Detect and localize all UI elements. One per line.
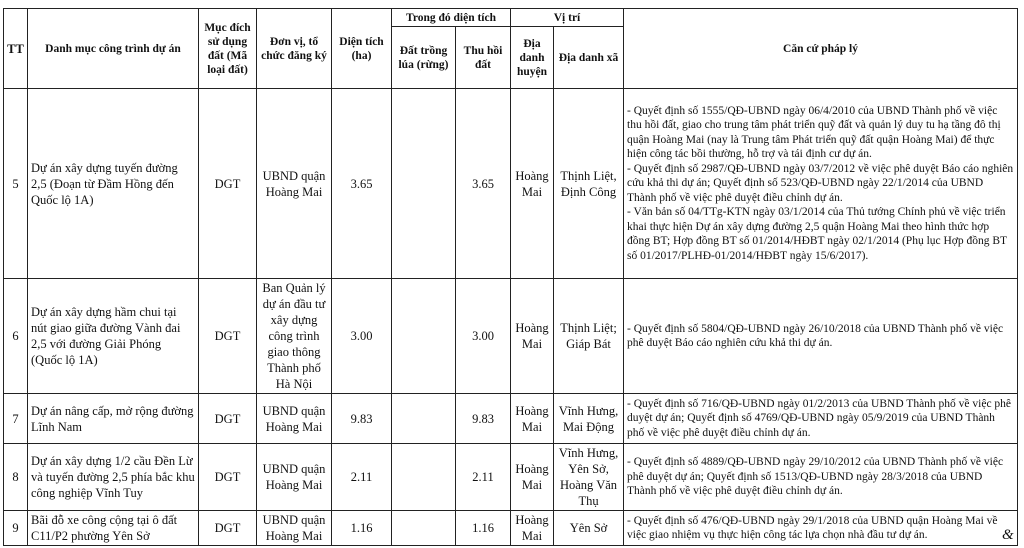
legal-item: - Văn bản số 04/TTg-KTN ngày 03/1/2014 của Thủ tướng Chính phủ về việc triển khai thực hiện Dự án xây dựng đường 2,5 quận Hoàng Mai theo hình thức hợp đồng BT; Hợp đồng BT số 01/2014/HĐBT ngày 02/1/2014 (Phụ lục Hợp đồng BT số 01/2017/PLHĐ-01/2014/HĐBT ngày 15/6/2017). xyxy=(627,206,1007,262)
row-area: 3.00 xyxy=(332,279,392,394)
row-legal xyxy=(624,279,1018,394)
table-row xyxy=(4,279,1018,394)
row-rice xyxy=(392,444,456,511)
row-area: 1.16 xyxy=(332,511,392,546)
row-purpose: DGT xyxy=(199,394,257,444)
row-rice xyxy=(392,394,456,444)
row-area: 9.83 xyxy=(332,394,392,444)
row-rice xyxy=(392,89,456,279)
row-commune: Thịnh Liệt, Định Công xyxy=(554,89,624,279)
row-tt: 5 xyxy=(4,89,28,279)
row-unit: UBND quận Hoàng Mai xyxy=(257,394,332,444)
row-district: Hoàng Mai xyxy=(511,444,554,511)
header-project: Danh mục công trình dự án xyxy=(28,9,199,89)
legal-item: - Quyết định số 4889/QĐ-UBND ngày 29/10/2012 của UBND Thành phố về việc phê duyệt dự án; Quyết định số 1513/QĐ-UBND ngày 28/3/2018 của UBND Thành phố về việc phê duyệt điều chỉnh dự án. xyxy=(627,456,1004,498)
row-project: Dự án xây dựng 1/2 cầu Đền Lừ và tuyến đường 2,5 phía bắc khu công nghiệp Vĩnh Tuy xyxy=(28,444,199,511)
table-row xyxy=(4,511,1018,546)
header-rice: Đất trồng lúa (rừng) xyxy=(392,27,456,89)
row-tt: 9 xyxy=(4,511,28,546)
row-project: Dự án xây dựng tuyến đường 2,5 (Đoạn từ Đầm Hồng đến Quốc lộ 1A) xyxy=(28,89,199,279)
row-tt: 8 xyxy=(4,444,28,511)
header-commune: Địa danh xã xyxy=(554,27,624,89)
header-group-area: Trong đó diện tích xyxy=(392,9,511,27)
row-district: Hoàng Mai xyxy=(511,511,554,546)
row-district: Hoàng Mai xyxy=(511,279,554,394)
header-purpose: Mục đích sử dụng đất (Mã loại đất) xyxy=(199,9,257,89)
row-district: Hoàng Mai xyxy=(511,89,554,279)
row-area: 2.11 xyxy=(332,444,392,511)
table-row xyxy=(4,89,1018,279)
legal-item: - Quyết định số 2987/QĐ-UBND ngày 03/7/2012 về việc phê duyệt Báo cáo nghiên cứu khả thi dự án; Quyết định số 523/QĐ-UBND ngày 22/1/2014 của UBND Thành phố về việc phê duyệt điều chỉnh dự án. xyxy=(627,162,1014,204)
row-tt: 6 xyxy=(4,279,28,394)
row-commune: Yên Sở xyxy=(554,511,624,546)
row-commune: Vĩnh Hưng, Mai Động xyxy=(554,394,624,444)
row-legal xyxy=(624,394,1018,444)
row-purpose: DGT xyxy=(199,279,257,394)
header-tt: TT xyxy=(4,9,28,89)
row-area: 3.65 xyxy=(332,89,392,279)
row-unit: Ban Quản lý dự án đầu tư xây dựng công trình giao thông Thành phố Hà Nội xyxy=(257,279,332,394)
row-commune: Vĩnh Hưng, Yên Sở, Hoàng Văn Thụ xyxy=(554,444,624,511)
row-recovered: 3.65 xyxy=(456,89,511,279)
row-rice xyxy=(392,511,456,546)
legal-item: - Quyết định số 476/QĐ-UBND ngày 29/1/2018 của UBND quận Hoàng Mai về việc giao nhiệm vụ thực hiện công tác lựa chọn nhà đầu tư dự án. xyxy=(627,514,998,541)
header-group-location: Vị trí xyxy=(511,9,624,27)
row-legal xyxy=(624,511,1018,546)
header-recovered: Thu hồi đất xyxy=(456,27,511,89)
row-commune: Thịnh Liệt; Giáp Bát xyxy=(554,279,624,394)
row-legal xyxy=(624,444,1018,511)
row-rice xyxy=(392,279,456,394)
row-purpose: DGT xyxy=(199,511,257,546)
row-recovered: 9.83 xyxy=(456,394,511,444)
table-row xyxy=(4,394,1018,444)
row-project: Bãi đỗ xe công cộng tại ô đất C11/P2 phường Yên Sở xyxy=(28,511,199,546)
table-row xyxy=(4,444,1018,511)
header-legal: Căn cứ pháp lý xyxy=(624,9,1018,89)
row-legal xyxy=(624,89,1018,279)
row-project: Dự án nâng cấp, mở rộng đường Lĩnh Nam xyxy=(28,394,199,444)
row-project: Dự án xây dựng hầm chui tại nút giao giữa đường Vành đai 2,5 với đường Giải Phóng (Quốc lộ 1A) xyxy=(28,279,199,394)
row-purpose: DGT xyxy=(199,89,257,279)
row-recovered: 3.00 xyxy=(456,279,511,394)
row-recovered: 1.16 xyxy=(456,511,511,546)
page-mark: & xyxy=(1002,527,1014,543)
row-unit: UBND quận Hoàng Mai xyxy=(257,511,332,546)
row-recovered: 2.11 xyxy=(456,444,511,511)
legal-item: - Quyết định số 5804/QĐ-UBND ngày 26/10/2018 của UBND Thành phố về việc phê duyệt Báo cáo nghiên cứu khả thi dự án. xyxy=(627,322,1004,349)
header-unit: Đơn vị, tổ chức đăng ký xyxy=(257,9,332,89)
header-district: Địa danh huyện xyxy=(511,27,554,89)
legal-item: - Quyết định số 716/QĐ-UBND ngày 01/2/2013 của UBND Thành phố về việc phê duyệt dự án; Quyết định số 4769/QĐ-UBND ngày 05/9/2019 của UBND Thành phố về việc phê duyệt điều chỉnh dự án. xyxy=(627,397,1012,439)
header-area: Diện tích (ha) xyxy=(332,9,392,89)
row-tt: 7 xyxy=(4,394,28,444)
row-district: Hoàng Mai xyxy=(511,394,554,444)
row-unit: UBND quận Hoàng Mai xyxy=(257,444,332,511)
land-use-project-table xyxy=(3,8,1018,546)
row-purpose: DGT xyxy=(199,444,257,511)
row-unit: UBND quận Hoàng Mai xyxy=(257,89,332,279)
legal-item: - Quyết định số 1555/QĐ-UBND ngày 06/4/2010 của UBND Thành phố về việc thu hồi đất, giao cho trung tâm phát triển quỹ đất và quản lý duy tu hạ tầng đô thị quận Hoàng Mai (nay là Trung tâm Phát triển quỹ đất quận Hoàng Mai) để thực hiện công tác bồi thường, hỗ trợ và tái định cư dự án. xyxy=(627,104,1001,161)
